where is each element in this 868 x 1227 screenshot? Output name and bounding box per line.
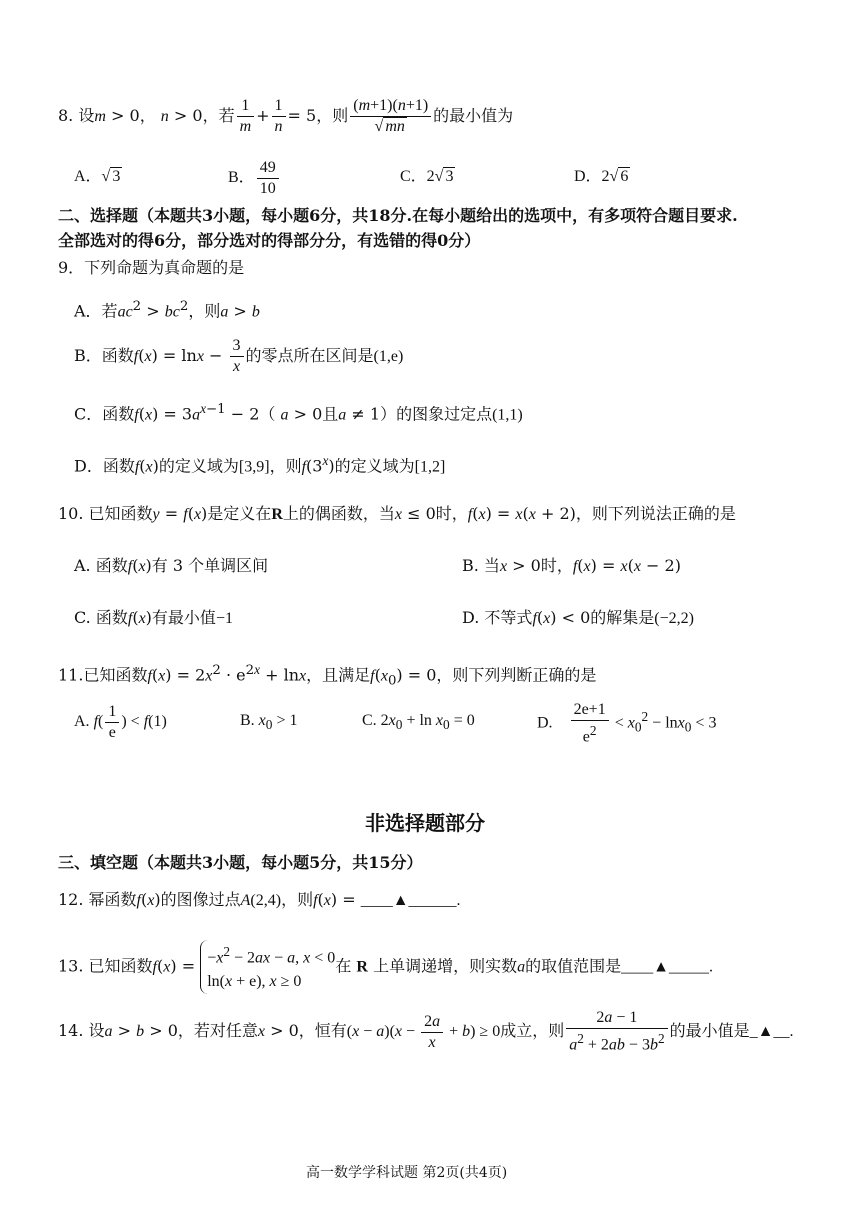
- q9-stem: 9．下列命题为真命题的是: [58, 258, 245, 277]
- section2-heading-line2: 全部选对的得6分，部分选对的得部分分，有选错的得0分）: [58, 231, 481, 250]
- q9-text: C．函数: [74, 404, 135, 424]
- q12-text: ，则: [281, 890, 314, 909]
- q10-text: 时，: [540, 556, 573, 575]
- q10-text: A. 函数: [74, 556, 128, 575]
- page-footer: 高一数学学科试题 第2页(共4页): [306, 1165, 508, 1181]
- q10-text: D. 不等式: [462, 608, 533, 627]
- q14: 14. 设a > b > 0，若对任意x > 0，恒有(x − a)(x − $\frac{2a}{x}$ + b) ≥ 0成立，则 $\frac{2a - 1}{a^2 + 2ab - 3b^2}$ 的最小值是_▲__.: [58, 1009, 794, 1054]
- q11-text: 11.已知函数: [58, 665, 148, 685]
- q13-text: 上单调递增，则实数: [373, 956, 518, 976]
- q9-text: ，则: [269, 456, 302, 476]
- q8-option-d: D．2√ 6: [574, 168, 629, 185]
- q11-text: ，则下列判断正确的是: [436, 665, 597, 685]
- section2-heading-line1: 二、选择题（本题共3小题，每小题6分，共18分.在每小题给出的选项中，有多项符合题目要求.: [58, 206, 738, 225]
- q12-text: 的图像过点: [160, 890, 241, 909]
- frac-1-over-m: $\frac{1}{m}$: [237, 96, 255, 137]
- q13: 13. 已知函数f(x) = $-x^2 - 2ax - a$, x < 0 ln(x + e), x ≥ 0 在 R 上单调递增，则实数a的取值范围是____▲_____.: [58, 940, 713, 994]
- q9-text: （: [259, 404, 276, 424]
- q9-text: ，则: [188, 301, 221, 321]
- q10-text: 10. 已知函数: [58, 504, 153, 523]
- q11-option-c: C. $2x_0 + \ln x_0 = 0$: [362, 712, 475, 733]
- q10-text: B. 当: [462, 556, 500, 575]
- q10-text: 有 3 个单调区间: [151, 556, 269, 575]
- q9-text: D．函数: [74, 456, 135, 476]
- q8-text: 的最小值为: [433, 106, 514, 125]
- q11-stem: 11.已知函数$f(x) = 2x^2 \cdot e^{2x} + \ln x$，且满足$f(x_0) = 0$，则下列判断正确的是: [58, 662, 597, 689]
- q8-option-c: C．2√ 3: [400, 168, 454, 185]
- q8-text: ，则: [316, 106, 349, 125]
- q8-text: ，: [139, 106, 156, 125]
- q9-text: 且: [322, 404, 339, 424]
- q8-stem: 8. 设m > 0， n > 0，若 $\frac{1}{m}$ + $\frac{1}{n}$ = 5，则 $\frac{(m+1)(n+1)}{√ mn}$ 的最小值为: [58, 97, 514, 135]
- q10-text: R: [271, 506, 283, 523]
- q10-text: 的解集是: [590, 608, 655, 627]
- answer-blank[interactable]: ____▲_____.: [621, 958, 713, 976]
- q10-text: 是定义在: [207, 504, 272, 523]
- q10-option-a: A. 函数f(x)有 3 个单调区间: [74, 556, 269, 575]
- q14-text: 成立，则: [500, 1021, 565, 1041]
- q13-text: 在: [335, 956, 352, 976]
- q14-text: 的最小值是: [669, 1021, 750, 1041]
- q9-text: 的零点所在区间是: [245, 346, 374, 365]
- q8-text: ，若: [202, 106, 235, 125]
- q11-option-b: B. $x_0 > 1$: [240, 712, 298, 733]
- q11-option-a: A. f( $\frac{1}{e}$ ) < f(1): [74, 703, 167, 741]
- q10-text: ，则下列说法正确的是: [575, 504, 736, 523]
- q8-expression: $\frac{(m+1)(n+1)}{√ mn}$: [350, 96, 431, 137]
- q10-text: 有最小值: [151, 608, 216, 627]
- q12: 12. 幂函数f(x)的图像过点A(2,4)，则f(x) = ____▲______.: [58, 890, 461, 909]
- q10-option-b: B. 当x > 0时，f(x) = x(x − 2): [462, 556, 681, 575]
- q13-text: 的取值范围是: [525, 956, 622, 976]
- q10-stem: 10. 已知函数y = f(x)是定义在R上的偶函数，当x ≤ 0时，f(x) = x(x + 2)，则下列说法正确的是: [58, 504, 736, 523]
- q14-text: ，若对任意: [177, 1021, 258, 1041]
- part-title: 非选择题部分: [365, 811, 485, 835]
- q9-option-a: A．若$ac^2 > bc^2$，则a > b: [74, 299, 260, 321]
- q8-option-a: A．√ 3: [74, 168, 121, 185]
- q11-option-d: D. $\frac{2e+1}{e^2}$ < $x_0^2 - \ln x_0 < 3$: [537, 701, 717, 746]
- q10-text: C. 函数: [74, 608, 128, 627]
- q10-text: 时，: [435, 504, 468, 523]
- q11-text: ，且满足: [306, 665, 371, 685]
- q9-text: 的定义域为: [158, 456, 239, 476]
- q9-text: B．函数: [74, 346, 134, 365]
- q9-option-d: D．函数f(x)的定义域为[3,9]，则f(3$^x$)的定义域为[1,2]: [74, 453, 446, 476]
- q14-text: ，恒有: [298, 1021, 347, 1041]
- section3-heading: 三、填空题（本题共3小题，每小题5分，共15分）: [58, 853, 423, 872]
- q9-text: 的定义域为: [334, 456, 415, 476]
- q9-option-c: C．函数$f(x) = 3a^{x-1} - 2$（ a > 0且a ≠ 1）的图象过定点(1,1): [74, 401, 523, 424]
- q13-text: 13. 已知函数: [58, 956, 153, 976]
- q10-text: 上的偶函数，当: [282, 504, 395, 523]
- q9-option-b: B．函数f(x) = lnx − $\frac{3}{x}$ 的零点所在区间是(1,e): [74, 337, 404, 375]
- q9-text: ）的图象过定点: [380, 404, 493, 424]
- q12-text: 12. 幂函数: [58, 890, 137, 909]
- frac-1-over-n: $\frac{1}{n}$: [272, 96, 286, 137]
- q8-text: 8. 设: [58, 106, 95, 125]
- answer-blank[interactable]: ____▲______.: [360, 892, 461, 909]
- q8-option-b: B． $\frac{49}{10}$: [228, 158, 281, 199]
- q14-text: 14. 设: [58, 1021, 105, 1041]
- q13-text: R: [356, 958, 368, 976]
- answer-blank[interactable]: _▲__.: [749, 1023, 794, 1041]
- q9-text: A．若: [74, 301, 118, 321]
- q10-option-d: D. 不等式f(x) < 0的解集是(−2,2): [462, 608, 694, 627]
- piecewise-function: $-x^2 - 2ax - a$, x < 0 ln(x + e), x ≥ 0: [200, 940, 335, 994]
- q10-option-c: C. 函数f(x)有最小值−1: [74, 608, 233, 627]
